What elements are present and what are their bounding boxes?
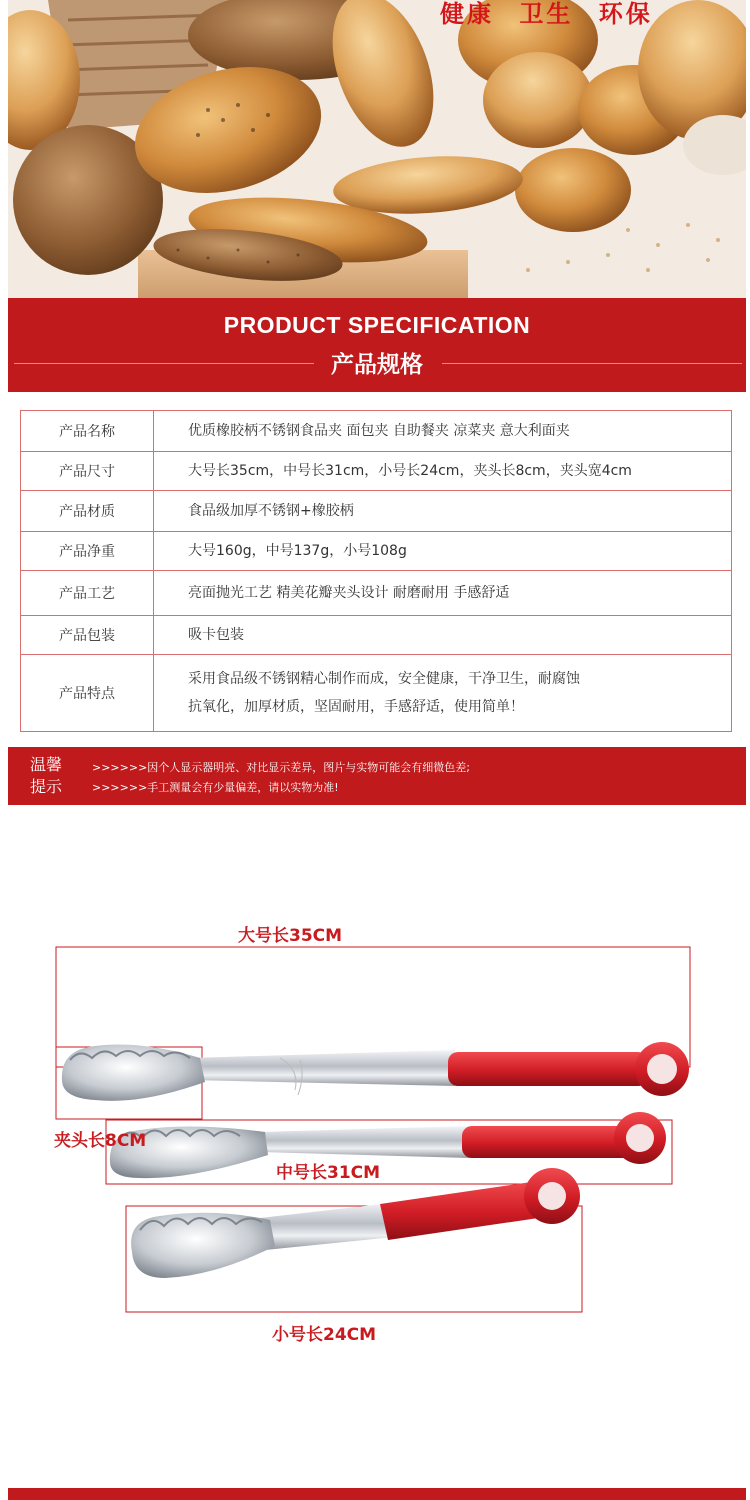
notice-label: 温馨 bbox=[30, 755, 63, 774]
row-value bbox=[154, 655, 732, 732]
tongs-photo bbox=[0, 900, 750, 1350]
table-row bbox=[21, 571, 732, 616]
row-value: 大号长35cm，中号长31cm，小号长24cm，夹头长8cm，夹头宽4cm bbox=[154, 452, 732, 491]
table-row bbox=[21, 411, 732, 452]
spec-table bbox=[20, 410, 732, 732]
bread-photo bbox=[8, 0, 746, 298]
row-label: 产品尺寸 bbox=[21, 452, 154, 491]
row-value: 亮面抛光工艺 精美花瓣夹头设计 耐磨耐用 手感舒适 bbox=[154, 571, 732, 616]
table-row bbox=[21, 655, 732, 732]
row-label: 产品净重 bbox=[21, 532, 154, 571]
row-label: 产品材质 bbox=[21, 491, 154, 532]
table-row bbox=[21, 491, 732, 532]
notice-text: >>>>>>手工测量会有少量偏差，请以实物为准! bbox=[92, 781, 339, 794]
notice-bar bbox=[8, 747, 746, 805]
tong-medium bbox=[110, 1112, 666, 1178]
tagline-word: 卫生 bbox=[519, 0, 574, 28]
table-row bbox=[21, 616, 732, 655]
feature-line: 采用食品级不锈钢精心制作而成，安全健康，干净卫生，耐腐蚀 bbox=[188, 671, 580, 687]
row-label: 产品特点 bbox=[21, 655, 154, 732]
notice-label: 提示 bbox=[30, 777, 63, 796]
feature-line: 抗氧化，加厚材质，坚固耐用，手感舒适，使用简单！ bbox=[188, 699, 524, 715]
table-row bbox=[21, 532, 732, 571]
hero-banner bbox=[8, 0, 746, 298]
size-label-medium: 中号长31CM bbox=[276, 1163, 381, 1183]
row-value: 食品级加厚不锈钢+橡胶柄 bbox=[154, 491, 732, 532]
size-label-large: 大号长35CM bbox=[238, 926, 343, 946]
size-label-small: 小号长24CM bbox=[272, 1325, 377, 1345]
row-label: 产品工艺 bbox=[21, 571, 154, 616]
spec-title-cn-row bbox=[8, 346, 746, 376]
spec-title-en: PRODUCT SPECIFICATION bbox=[223, 312, 531, 338]
size-label-head: 夹头长8CM bbox=[54, 1131, 147, 1151]
tong-large bbox=[62, 1042, 689, 1101]
row-value: 大号160g，中号137g，小号108g bbox=[154, 532, 732, 571]
row-value: 吸卡包装 bbox=[154, 616, 732, 655]
spec-banner bbox=[8, 298, 746, 392]
tagline-word: 健康 bbox=[440, 0, 494, 28]
footer-bar bbox=[8, 1488, 746, 1500]
row-value: 优质橡胶柄不锈钢食品夹 面包夹 自助餐夹 凉菜夹 意大利面夹 bbox=[154, 411, 732, 452]
row-label: 产品名称 bbox=[21, 411, 154, 452]
notice-text: >>>>>>因个人显示器明亮、对比显示差异，图片与实物可能会有细微色差; bbox=[92, 761, 471, 774]
spec-title-cn: 产品规格 bbox=[331, 352, 423, 378]
hero-tagline bbox=[440, 0, 667, 29]
tagline-word: 环保 bbox=[598, 0, 653, 28]
row-label: 产品包装 bbox=[21, 616, 154, 655]
table-row bbox=[21, 452, 732, 491]
